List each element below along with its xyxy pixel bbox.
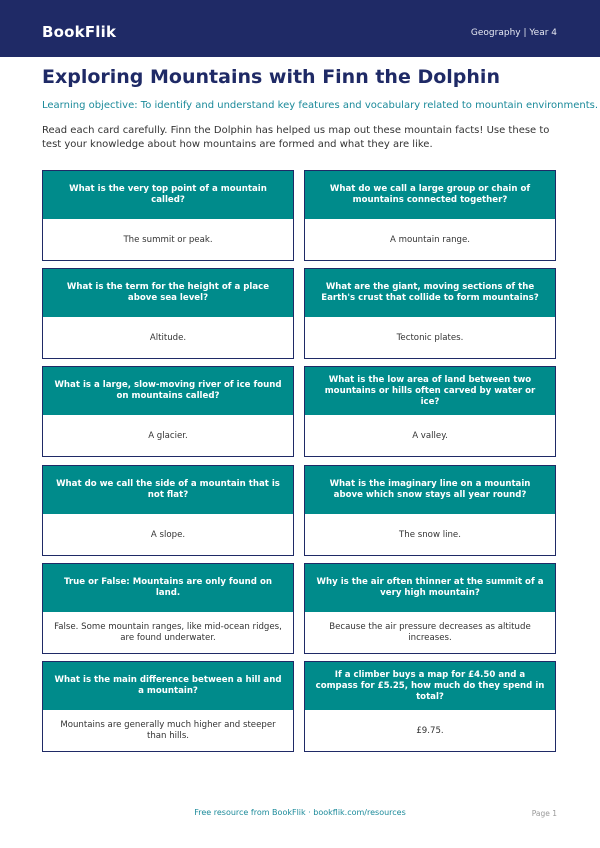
card-question: What is the term for the height of a place above sea level? bbox=[43, 269, 293, 317]
card-question: If a climber buys a map for £4.50 and a compass for £5.25, how much do they spend in total? bbox=[305, 662, 555, 710]
flashcard bbox=[304, 268, 556, 359]
footer-link[interactable]: Free resource from BookFlik · bookflik.com/resources bbox=[194, 808, 406, 817]
flashcard bbox=[304, 661, 556, 752]
page-number: Page 1 bbox=[531, 809, 557, 818]
header-bar bbox=[0, 0, 600, 57]
intro-paragraph: Read each card carefully. Finn the Dolphin has helped us map out these mountain facts! Use these to test your knowledge about how mountains are formed and what they are like. bbox=[42, 125, 550, 150]
flashcard bbox=[304, 366, 556, 457]
card-answer: False. Some mountain ranges, like mid-ocean ridges, are found underwater. bbox=[54, 622, 282, 643]
card-answer: A slope. bbox=[150, 529, 186, 540]
card-answer: Mountains are generally much higher and steeper than hills. bbox=[60, 720, 276, 741]
flashcard bbox=[42, 268, 294, 359]
flashcard bbox=[304, 170, 556, 261]
flashcard bbox=[42, 563, 294, 654]
card-question: What do we call the side of a mountain that is not flat? bbox=[43, 466, 293, 514]
brand-logo[interactable]: BookFlik bbox=[42, 23, 117, 41]
card-question: What is the very top point of a mountain called? bbox=[43, 171, 293, 219]
card-question: What are the giant, moving sections of the Earth's crust that collide to form mountains? bbox=[305, 269, 555, 317]
flashcard bbox=[42, 661, 294, 752]
subject-year-label: Geography | Year 4 bbox=[470, 28, 557, 38]
card-answer: A valley. bbox=[412, 430, 448, 441]
flashcard bbox=[42, 170, 294, 261]
card-question: True or False: Mountains are only found on land. bbox=[43, 564, 293, 612]
card-question: What is the low area of land between two mountains or hills often carved by water or ice? bbox=[305, 367, 555, 415]
learning-objective: Learning objective: To identify and understand key features and vocabulary related to mountain environments. bbox=[42, 100, 599, 111]
flashcard bbox=[42, 366, 294, 457]
flashcard bbox=[42, 465, 294, 556]
card-question: What is the imaginary line on a mountain above which snow stays all year round? bbox=[305, 466, 555, 514]
card-answer: Tectonic plates. bbox=[396, 332, 464, 343]
card-question: What do we call a large group or chain of mountains connected together? bbox=[305, 171, 555, 219]
card-answer: A glacier. bbox=[148, 430, 188, 441]
flashcard bbox=[304, 465, 556, 556]
card-question: What is a large, slow-moving river of ice found on mountains called? bbox=[43, 367, 293, 415]
card-answer: £9.75. bbox=[416, 725, 444, 736]
card-question: What is the main difference between a hill and a mountain? bbox=[43, 662, 293, 710]
page-title: Exploring Mountains with Finn the Dolphin bbox=[42, 66, 500, 88]
card-answer: Because the air pressure decreases as altitude increases. bbox=[329, 622, 531, 643]
card-answer: The summit or peak. bbox=[123, 234, 213, 245]
card-question: Why is the air often thinner at the summit of a very high mountain? bbox=[305, 564, 555, 612]
card-answer: The snow line. bbox=[399, 529, 461, 540]
card-answer: Altitude. bbox=[149, 332, 187, 343]
card-answer: A mountain range. bbox=[389, 234, 471, 245]
flashcard bbox=[304, 563, 556, 654]
